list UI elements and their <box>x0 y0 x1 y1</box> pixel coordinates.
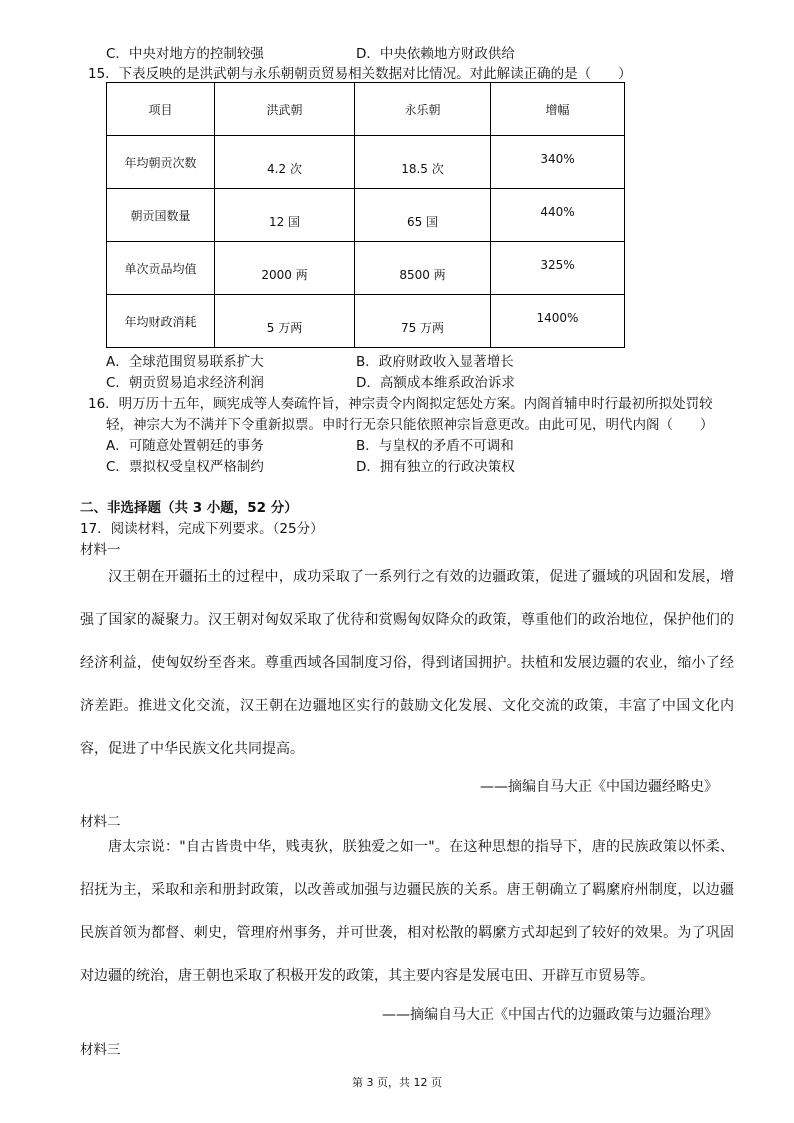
table-header-cell: 永乐朝 <box>355 83 491 136</box>
material1-text: 汉王朝在开疆拓土的过程中，成功采取了一系列行之有效的边疆政策，促进了疆域的巩固和发展，增强了国家的凝聚力。汉王朝对匈奴采取了优待和赏赐匈奴降众的政策，尊重他们的政治地位，保护他们的经济利益，使匈奴纷至沓来。尊重西域各国制度习俗，得到诸国拥护。扶植和发展边疆的农业，缩小了经济差距。推进文化交流，汉王朝在边疆地区实行的鼓励文化发展、文化交流的政策，丰富了中国文化内容，促进了中华民族文化共同提高。 <box>80 569 734 757</box>
table-row <box>107 295 625 348</box>
material2-text: 唐太宗说："自古皆贵中华，贱夷狄，朕独爱之如一"。在这种思想的指导下，唐的民族政策以怀柔、招抚为主，采取和亲和册封政策，以改善或加强与边疆民族的关系。唐王朝确立了羁縻府州制度，以边疆民族首领为都督、刺史，管理府州事务，并可世袭，相对松散的羁縻方式却起到了较好的效果。为了巩固对边疆的统治，唐王朝也采取了积极开发的政策，其主要内容是发展屯田、开辟互市贸易等。 <box>80 839 734 984</box>
q16-option-c: C．票拟权受皇权严格制约 <box>106 459 264 475</box>
table-cell-item: 年均财政消耗 <box>107 295 215 348</box>
table-cell-yongle: 65 国 <box>355 189 491 242</box>
q16-options-row-cd <box>106 455 666 475</box>
table-cell-increase: 325% <box>491 242 625 295</box>
table-row <box>107 242 625 295</box>
q16-option-a: A．可随意处置朝廷的事务 <box>106 438 264 454</box>
table-cell-increase: 1400% <box>491 295 625 348</box>
q15-option-c: C．朝贡贸易追求经济利润 <box>106 375 264 391</box>
table-row <box>107 189 625 242</box>
q16-option-d: D．拥有独立的行政决策权 <box>356 459 515 475</box>
material2-label: 材料二 <box>80 814 121 830</box>
q15-options-row-ab <box>106 350 666 370</box>
table-cell-yongle: 18.5 次 <box>355 136 491 189</box>
material2-body <box>80 826 734 998</box>
material2-source: ——摘编自马大正《中国古代的边疆政策与边疆治理》 <box>382 1007 718 1023</box>
q14-option-d: D．中央依赖地方财政供给 <box>356 46 515 62</box>
q15-option-a: A．全球范围贸易联系扩大 <box>106 354 264 370</box>
table-cell-hongwu: 12 国 <box>215 189 355 242</box>
table-cell-yongle: 8500 两 <box>355 242 491 295</box>
table-cell-item: 单次贡品均值 <box>107 242 215 295</box>
q15-table <box>106 82 625 348</box>
material1-label: 材料一 <box>80 542 121 558</box>
q15-option-d: D．高额成本维系政治诉求 <box>356 375 515 391</box>
q17-stem: 17．阅读材料，完成下列要求。（25分） <box>80 521 324 537</box>
q14-options-row-cd <box>106 42 666 62</box>
q16-stem-line2: 轻，神宗大为不满并下令重新拟票。申时行无奈只能依照神宗旨意更改。由此可见，明代内阁（ ） <box>106 417 714 433</box>
q15-stem: 15．下表反映的是洪武朝与永乐朝朝贡贸易相关数据对比情况。对此解读正确的是（ ） <box>88 66 632 82</box>
table-cell-increase: 440% <box>491 189 625 242</box>
material1-source: ——摘编自马大正《中国边疆经略史》 <box>480 779 718 795</box>
q15-options-row-cd <box>106 371 666 391</box>
material3-label: 材料三 <box>80 1042 121 1058</box>
table-header-row <box>107 83 625 136</box>
table-cell-increase: 340% <box>491 136 625 189</box>
table-header-cell: 增幅 <box>491 83 625 136</box>
table-header-cell: 项目 <box>107 83 215 136</box>
material1-body <box>80 556 734 771</box>
table-cell-hongwu: 2000 两 <box>215 242 355 295</box>
q16-options-row-ab <box>106 434 666 454</box>
page-footer: 第 3 页，共 12 页 <box>352 1076 442 1089</box>
table-header-cell: 洪武朝 <box>215 83 355 136</box>
table-cell-item: 年均朝贡次数 <box>107 136 215 189</box>
table-row <box>107 136 625 189</box>
table-cell-yongle: 75 万两 <box>355 295 491 348</box>
table-cell-item: 朝贡国数量 <box>107 189 215 242</box>
q14-option-c: C．中央对地方的控制较强 <box>106 46 264 62</box>
q16-option-b: B．与皇权的矛盾不可调和 <box>356 438 514 454</box>
q15-option-b: B．政府财政收入显著增长 <box>356 354 514 370</box>
table-cell-hongwu: 5 万两 <box>215 295 355 348</box>
section-title: 二、非选择题（共 3 小题，52 分） <box>80 500 298 516</box>
table-cell-hongwu: 4.2 次 <box>215 136 355 189</box>
q16-stem-line1: 16．明万历十五年，顾宪成等人奏疏忤旨，神宗责令内阁拟定惩处方案。内阁首辅申时行最初所拟处罚较 <box>88 396 713 412</box>
